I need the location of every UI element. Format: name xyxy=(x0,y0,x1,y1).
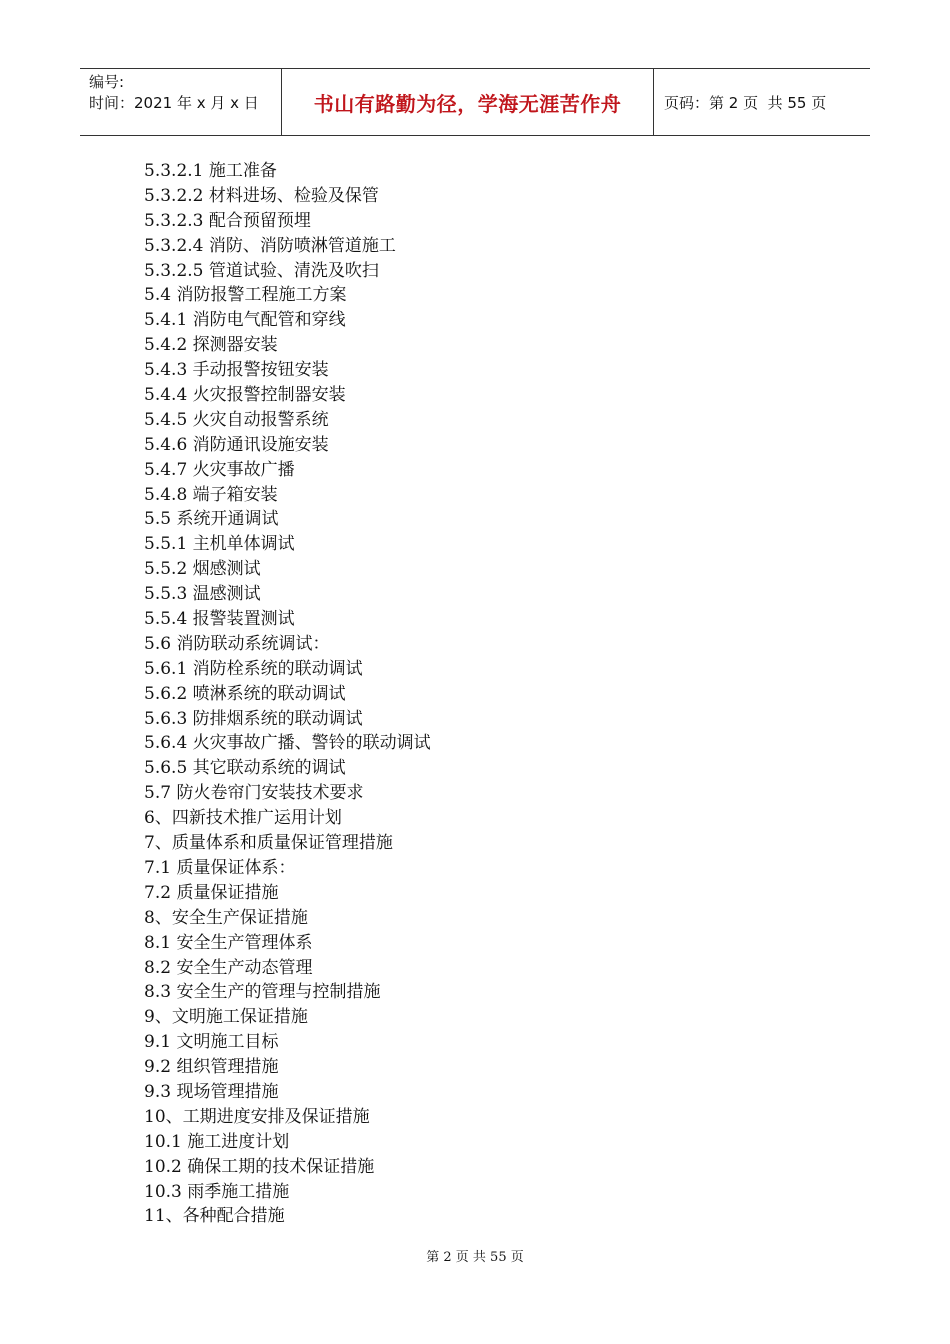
table-of-contents xyxy=(144,159,431,1229)
toc-entry: 9.3 现场管理措施 xyxy=(144,1081,279,1102)
toc-entry: 5.6.3 防排烟系统的联动调试 xyxy=(144,708,363,729)
toc-entry: 10、工期进度安排及保证措施 xyxy=(144,1106,370,1127)
toc-entry: 5.4.1 消防电气配管和穿线 xyxy=(144,310,346,331)
toc-entry: 5.6.5 其它联动系统的调试 xyxy=(144,758,346,779)
toc-entry: 10.2 确保工期的技术保证措施 xyxy=(144,1156,375,1177)
toc-entry: 9、文明施工保证措施 xyxy=(144,1007,308,1028)
header-meta xyxy=(80,69,282,135)
toc-entry: 5.6.4 火灾事故广播、警铃的联动调试 xyxy=(144,733,431,754)
header-page-info xyxy=(654,69,870,135)
page-header xyxy=(80,68,870,136)
toc-entry: 10.1 施工进度计划 xyxy=(144,1131,290,1152)
toc-entry: 5.3.2.5 管道试验、清洗及吹扫 xyxy=(144,260,379,281)
header-page-number: 页码：第 2 页 共 55 页 xyxy=(664,93,827,112)
toc-entry: 5.6.2 喷淋系统的联动调试 xyxy=(144,683,346,704)
toc-entry: 7.2 质量保证措施 xyxy=(144,882,279,903)
page-footer: 第 2 页 共 55 页 xyxy=(426,1250,524,1265)
toc-entry: 6、四新技术推广运用计划 xyxy=(144,808,342,829)
toc-entry: 5.5 系统开通调试 xyxy=(144,509,279,530)
toc-entry: 5.4.2 探测器安装 xyxy=(144,335,278,356)
header-motto: 书山有路勤为径，学海无涯苦作舟 xyxy=(282,69,654,135)
toc-entry: 5.5.1 主机单体调试 xyxy=(144,534,295,555)
toc-entry: 5.3.2.1 施工准备 xyxy=(144,161,277,181)
toc-entry: 8.3 安全生产的管理与控制措施 xyxy=(144,982,381,1003)
toc-entry: 7、质量体系和质量保证管理措施 xyxy=(144,833,393,854)
toc-entry: 5.3.2.4 消防、消防喷淋管道施工 xyxy=(144,235,396,256)
toc-entry: 5.4 消防报警工程施工方案 xyxy=(144,285,347,306)
toc-entry: 8、安全生产保证措施 xyxy=(144,907,308,928)
toc-entry: 5.4.3 手动报警按钮安装 xyxy=(144,360,329,381)
toc-entry: 5.6 消防联动系统调试： xyxy=(144,633,330,654)
toc-entry: 5.6.1 消防栓系统的联动调试 xyxy=(144,658,363,679)
toc-entry: 5.4.6 消防通讯设施安装 xyxy=(144,434,329,455)
toc-entry: 5.7 防火卷帘门安装技术要求 xyxy=(144,783,364,804)
toc-entry: 5.3.2.3 配合预留预埋 xyxy=(144,210,311,231)
toc-entry: 5.3.2.2 材料进场、检验及保管 xyxy=(144,185,379,206)
toc-entry: 5.5.2 烟感测试 xyxy=(144,559,261,580)
document-date: 时间：2021 年 x 月 x 日 xyxy=(89,94,259,112)
toc-entry: 5.4.5 火灾自动报警系统 xyxy=(144,409,329,430)
toc-entry: 9.1 文明施工目标 xyxy=(144,1032,279,1053)
toc-entry: 5.5.4 报警装置测试 xyxy=(144,609,295,630)
toc-entry: 8.2 安全生产动态管理 xyxy=(144,957,313,978)
toc-entry: 7.1 质量保证体系： xyxy=(144,857,296,878)
toc-entry: 5.4.7 火灾事故广播 xyxy=(144,459,295,480)
toc-entry: 10.3 雨季施工措施 xyxy=(144,1181,290,1202)
toc-entry: 8.1 安全生产管理体系 xyxy=(144,932,313,953)
toc-entry: 5.4.4 火灾报警控制器安装 xyxy=(144,385,346,406)
toc-entry: 11、各种配合措施 xyxy=(144,1206,285,1227)
toc-entry: 5.4.8 端子箱安装 xyxy=(144,484,278,505)
document-number-label: 编号: xyxy=(89,73,125,91)
toc-entry: 5.5.3 温感测试 xyxy=(144,584,261,605)
toc-entry: 9.2 组织管理措施 xyxy=(144,1057,279,1078)
